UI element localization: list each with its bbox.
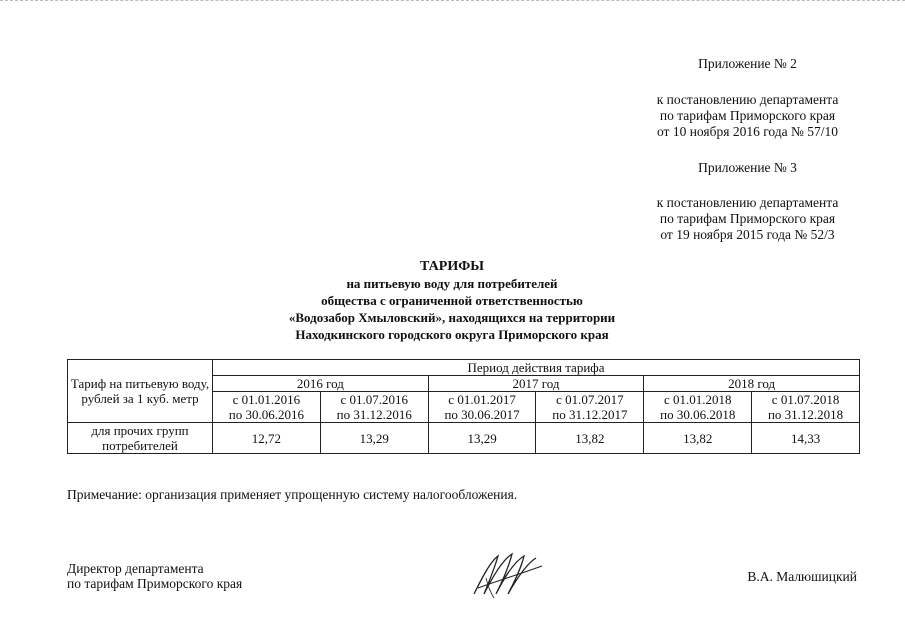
period-end: по 31.12.2016	[336, 407, 412, 422]
period-start: с 01.07.2018	[771, 392, 840, 407]
signatory-name: В.А. Малюшицкий	[747, 569, 857, 584]
appendix-3-line: по тарифам Приморского края	[659, 211, 836, 226]
period-cell	[536, 392, 644, 423]
tariff-value: 13,29	[320, 423, 428, 454]
signatory-position-line: Директор департамента	[67, 561, 204, 576]
appendix-2-title: Приложение № 2	[698, 56, 797, 71]
year-header-2017: 2017 год	[428, 376, 644, 392]
tax-note: Примечание: организация применяет упрощенную систему налогообложения.	[67, 487, 518, 502]
appendix-2-line: к постановлению департамента	[656, 92, 839, 107]
table-row	[68, 423, 860, 454]
heading-line: «Водозабор Хмыловский», находящихся на территории	[288, 310, 616, 325]
tariff-value: 13,29	[428, 423, 536, 454]
period-start: с 01.07.2016	[340, 392, 408, 407]
year-header-2016: 2016 год	[213, 376, 429, 392]
period-cell	[213, 392, 321, 423]
tariff-value: 14,33	[752, 423, 860, 454]
tariff-value: 13,82	[644, 423, 752, 454]
period-start: с 01.01.2018	[663, 392, 732, 407]
document-heading	[240, 258, 664, 343]
period-cell	[752, 392, 860, 423]
tariff-value: 13,82	[536, 423, 644, 454]
year-header-2018: 2018 год	[644, 376, 860, 392]
period-start: с 01.01.2017	[448, 392, 516, 407]
appendix-3-title: Приложение № 3	[698, 160, 797, 175]
page-top-border	[0, 0, 905, 1]
period-end: по 30.06.2018	[660, 407, 736, 422]
period-cell	[428, 392, 536, 423]
appendix-2-line: от 10 ноября 2016 года № 57/10	[656, 124, 839, 139]
heading-line: Находкинского городского округа Приморского края	[295, 327, 609, 342]
appendix-3-line: к постановлению департамента	[656, 195, 839, 210]
appendix-2-line: по тарифам Приморского края	[659, 108, 836, 123]
signatory-position-line: по тарифам Приморского края	[67, 576, 243, 591]
signatory-position	[67, 561, 242, 591]
tariff-row-header: Тариф на питьевую воду, рублей за 1 куб. метр	[68, 360, 213, 423]
heading-line: на питьевую воду для потребителей	[346, 276, 558, 291]
period-start: с 01.01.2016	[232, 392, 301, 407]
handwritten-signature-icon	[468, 548, 548, 600]
period-end: по 31.12.2018	[767, 407, 844, 422]
period-header: Период действия тарифа	[213, 360, 860, 376]
appendix-3-block	[640, 160, 855, 243]
period-end: по 30.06.2016	[228, 407, 305, 422]
period-cell	[644, 392, 752, 423]
appendix-3-line: от 19 ноября 2015 года № 52/3	[660, 227, 835, 242]
heading-title: ТАРИФЫ	[420, 259, 484, 274]
period-end: по 30.06.2017	[444, 407, 520, 422]
tariff-table	[67, 359, 860, 454]
period-cell	[320, 392, 428, 423]
appendix-2-block	[640, 56, 855, 140]
period-start: с 01.07.2017	[556, 392, 624, 407]
tariff-value: 12,72	[213, 423, 321, 454]
heading-line: общества с ограниченной ответственностью	[321, 293, 583, 308]
period-end: по 31.12.2017	[552, 407, 628, 422]
consumer-group-label: для прочих групп потребителей	[68, 423, 213, 454]
